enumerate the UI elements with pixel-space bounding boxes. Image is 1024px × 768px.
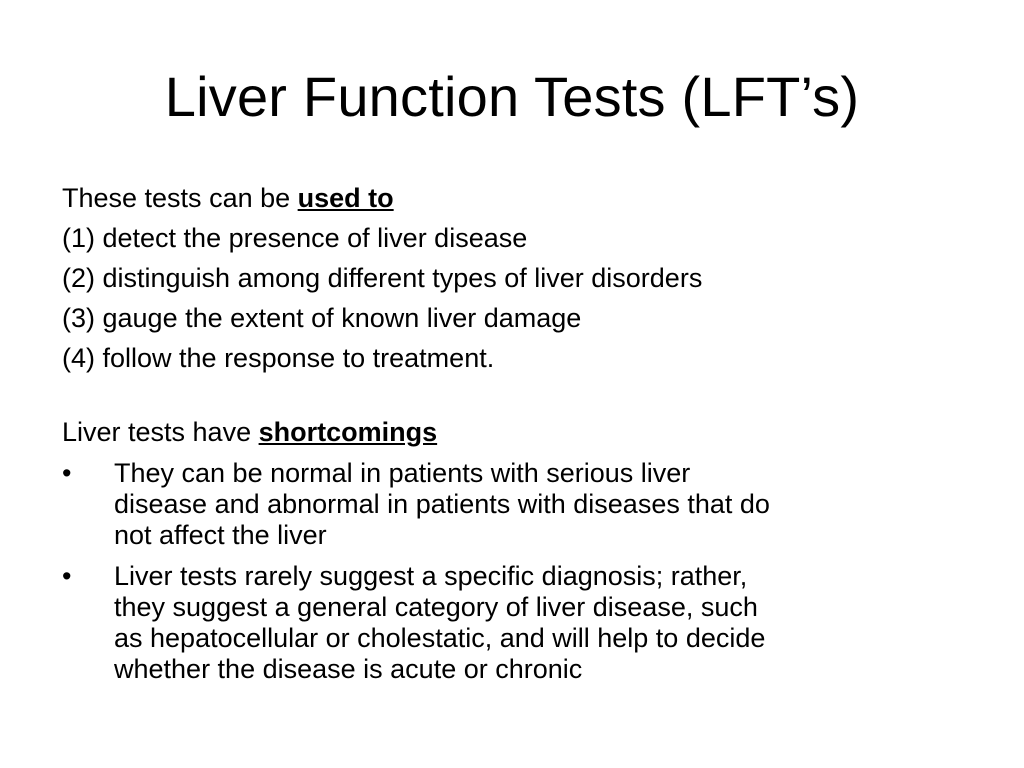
shortcoming-bullet-2 (62, 561, 962, 685)
shortcomings-emphasis: shortcomings (258, 417, 438, 447)
bullet-dot-icon: • (62, 561, 72, 591)
shortcomings-intro-text: Liver tests have (62, 417, 259, 447)
use-item-1: (1) detect the presence of liver disease (62, 223, 528, 253)
bullet-dot-icon: • (62, 458, 72, 488)
shortcomings-intro-line (62, 412, 962, 452)
shortcoming-bullet-1 (62, 458, 962, 551)
shortcoming-text-2: Liver tests rarely suggest a specific diagnosis; rather, they suggest a general category of liver disease, such as hepatocellular or cholestatic, and will help to decide whether the disease is acute or chronic (114, 561, 766, 684)
use-item-4: (4) follow the response to treatment. (62, 343, 495, 373)
slide-title: Liver Function Tests (LFT’s) (164, 65, 860, 128)
use-item-3: (3) gauge the extent of known liver damage (62, 303, 582, 333)
slide-body (62, 178, 962, 685)
uses-intro-text: These tests can be (62, 183, 298, 213)
uses-emphasis: used to (297, 183, 394, 213)
section-spacer (62, 378, 962, 412)
uses-intro-line (62, 178, 962, 218)
shortcoming-text-1: They can be normal in patients with serious liver disease and abnormal in patients with diseases that do not affect the liver (114, 458, 770, 550)
use-item-2: (2) distinguish among different types of liver disorders (62, 263, 703, 293)
